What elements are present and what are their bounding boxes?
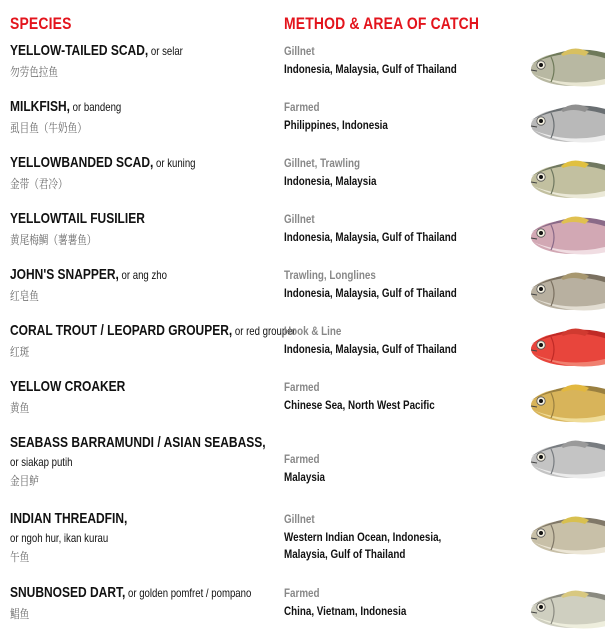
catch-method: Farmed <box>284 380 320 394</box>
catch-method: Farmed <box>284 452 320 466</box>
species-local-name: or kuning <box>153 156 196 170</box>
yellow-tailed-scad-icon <box>515 42 605 96</box>
species-name: YELLOW-TAILED SCAD, <box>10 42 149 59</box>
species-name: YELLOW CROAKER <box>10 378 126 395</box>
species-name: SEABASS BARRAMUNDI / ASIAN SEABASS, <box>10 434 266 451</box>
catch-method: Trawling, Longlines <box>284 268 376 282</box>
species-row <box>0 42 605 98</box>
method-area-cell <box>284 324 481 358</box>
species-name: MILKFISH, <box>10 98 70 115</box>
species-local-name: or ang zho <box>118 268 167 282</box>
catch-area: Chinese Sea, North West Pacific <box>284 398 435 412</box>
yellowtail-fusilier-icon <box>515 210 605 264</box>
seabass-barramundi-icon <box>515 434 605 488</box>
species-chinese-name: 红斑 <box>10 345 30 359</box>
species-chinese-name: 鲳鱼 <box>10 607 30 621</box>
species-header: SPECIES <box>10 14 72 33</box>
species-name: CORAL TROUT / LEOPARD GROUPER, <box>10 322 233 339</box>
yellow-croaker-icon <box>515 378 605 432</box>
species-chinese-name: 金目鲈 <box>10 474 39 488</box>
species-cell <box>10 378 228 416</box>
catch-method: Gillnet, Trawling <box>284 156 361 170</box>
species-row <box>0 210 605 266</box>
catch-area: Indonesia, Malaysia, Gulf of Thailand <box>284 342 457 356</box>
method-area-cell <box>284 452 481 486</box>
coral-trout-icon <box>515 322 605 376</box>
species-row <box>0 434 605 490</box>
species-local-name-line2: or siakap putih <box>10 455 73 469</box>
catch-area: Philippines, Indonesia <box>284 118 388 132</box>
method-area-cell <box>284 100 481 134</box>
species-cell <box>10 510 228 565</box>
species-row <box>0 154 605 210</box>
method-area-cell <box>284 212 481 246</box>
species-local-name: or selar <box>148 44 183 58</box>
species-chinese-name: 午鱼 <box>10 550 30 564</box>
species-cell <box>10 210 228 248</box>
species-row <box>0 98 605 154</box>
species-name: YELLOWTAIL FUSILIER <box>10 210 145 227</box>
indian-threadfin-icon <box>515 510 605 564</box>
johns-snapper-icon <box>515 266 605 320</box>
species-cell <box>10 322 296 360</box>
catch-area: Indonesia, Malaysia, Gulf of Thailand <box>284 62 457 76</box>
catch-method: Hook & Line <box>284 324 342 338</box>
species-chinese-name: 红皂鱼 <box>10 289 39 303</box>
catch-area: Malaysia <box>284 470 326 484</box>
catch-area: Indonesia, Malaysia <box>284 174 377 188</box>
method-area-cell <box>284 512 481 563</box>
catch-method: Farmed <box>284 100 320 114</box>
method-area-cell <box>284 380 481 414</box>
species-row <box>0 510 605 566</box>
species-cell <box>10 42 228 80</box>
species-cell <box>10 434 266 489</box>
species-local-name: or red grouper <box>232 324 296 338</box>
species-row <box>0 584 605 640</box>
species-row <box>0 266 605 322</box>
species-cell <box>10 584 252 622</box>
species-row <box>0 378 605 434</box>
catch-method: Farmed <box>284 586 320 600</box>
catch-method: Gillnet <box>284 44 315 58</box>
species-local-name: or golden pomfret / pompano <box>125 586 252 600</box>
species-chinese-name: 黄鱼 <box>10 401 30 415</box>
catch-method: Gillnet <box>284 212 315 226</box>
species-chinese-name: 金带（君冷） <box>10 177 68 191</box>
catch-area: Western Indian Ocean, Indonesia, Malaysia, Gulf of Thailand <box>284 530 442 561</box>
method-area-cell <box>284 44 481 78</box>
method-area-cell <box>284 586 481 620</box>
species-name: JOHN'S SNAPPER, <box>10 266 119 283</box>
species-local-name-line2: or ngoh hur, ikan kurau <box>10 531 109 545</box>
catch-method: Gillnet <box>284 512 315 526</box>
species-row <box>0 322 605 378</box>
milkfish-icon <box>515 98 605 152</box>
species-cell <box>10 98 228 136</box>
species-local-name: or bandeng <box>70 100 122 114</box>
catch-area: Indonesia, Malaysia, Gulf of Thailand <box>284 286 457 300</box>
species-name: INDIAN THREADFIN, <box>10 510 128 527</box>
species-name: SNUBNOSED DART, <box>10 584 126 601</box>
catch-area: China, Vietnam, Indonesia <box>284 604 407 618</box>
species-chinese-name: 虱目鱼（牛奶鱼） <box>10 121 87 135</box>
method-area-cell <box>284 156 481 190</box>
catch-area: Indonesia, Malaysia, Gulf of Thailand <box>284 230 457 244</box>
species-chinese-name: 勿劳色拉鱼 <box>10 65 59 79</box>
method-area-cell <box>284 268 481 302</box>
snubnosed-dart-icon <box>515 584 605 638</box>
yellowbanded-scad-icon <box>515 154 605 208</box>
species-name: YELLOWBANDED SCAD, <box>10 154 154 171</box>
method-area-header: METHOD & AREA OF CATCH <box>284 14 480 33</box>
species-cell <box>10 266 228 304</box>
species-chinese-name: 黄尾梅鲷（薯薯鱼） <box>10 233 97 247</box>
species-cell <box>10 154 228 192</box>
